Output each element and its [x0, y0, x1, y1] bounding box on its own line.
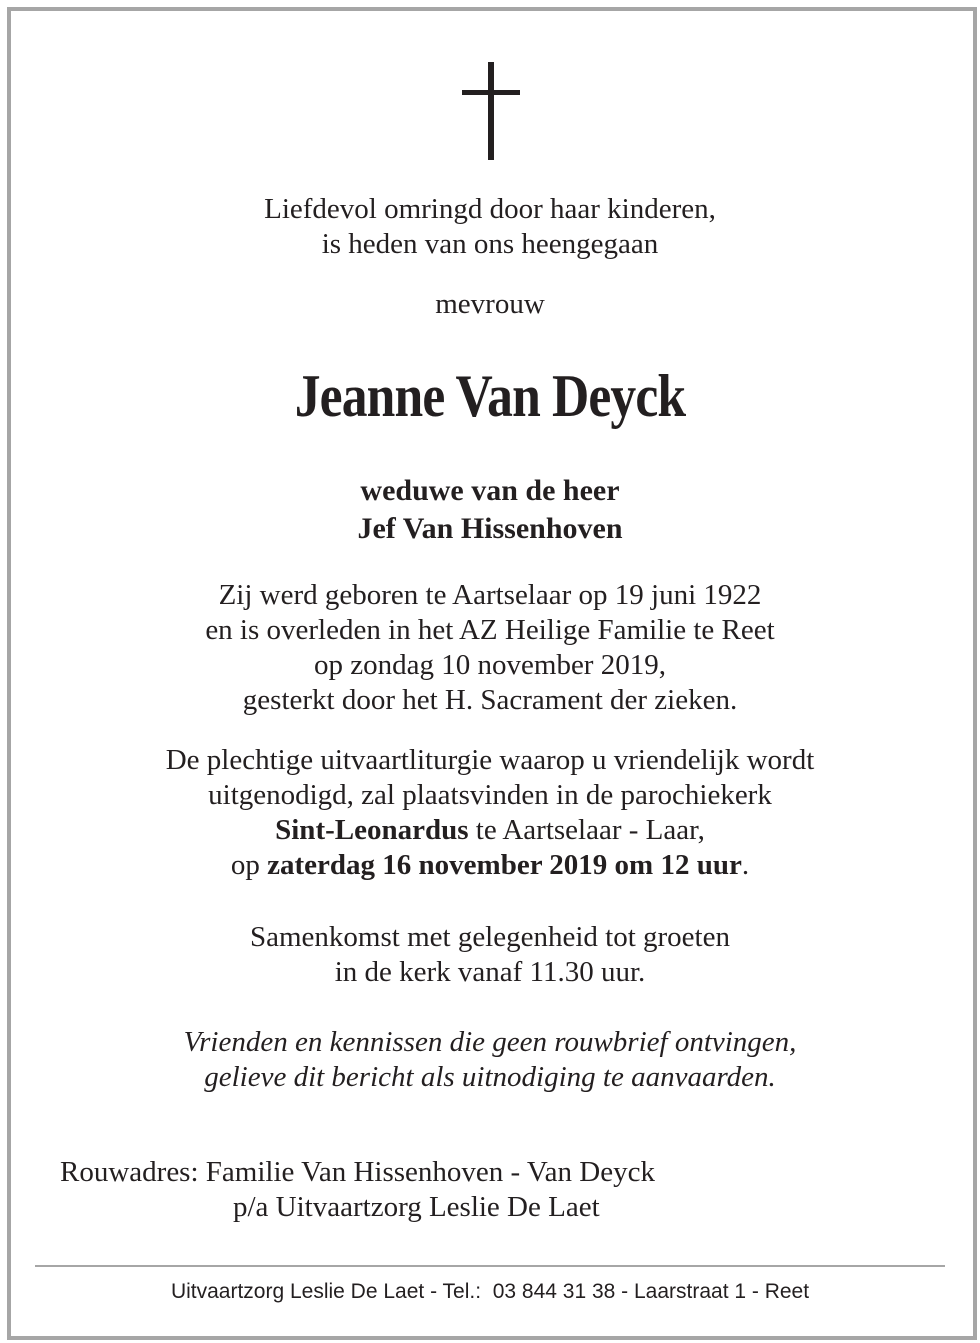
funeral-line-1: De plechtige uitvaartliturgie waarop u vriendelijk wordt — [165, 744, 815, 776]
gather-line-1: Samenkomst met gelegenheid tot groeten — [250, 921, 730, 953]
cross-icon — [462, 62, 520, 160]
born-line-4: gesterkt door het H. Sacrament der zieken. — [242, 684, 738, 716]
intro-line-2: is heden van ons heengegaan — [321, 228, 659, 260]
funeral-place: te Aartselaar - Laar, — [468, 814, 705, 846]
widow-text — [0, 472, 980, 548]
church-name: Sint-Leonardus — [275, 814, 469, 846]
born-line-1: Zij werd geboren te Aartselaar op 19 juni 1922 — [218, 579, 762, 611]
funeral-line-4 — [0, 848, 980, 883]
widow-line-1: weduwe van de heer — [360, 474, 620, 507]
funeral-suffix: . — [741, 849, 750, 881]
funeral-datetime: zaterdag 16 november 2019 om 12 uur — [267, 849, 742, 881]
footer-divider — [35, 1265, 945, 1267]
widow-line-2: Jef Van Hissenhoven — [357, 512, 623, 545]
address-line-2: p/a Uitvaartzorg Leslie De Laet — [233, 1191, 600, 1223]
born-line-2: en is overleden in het AZ Heilige Familie te Reet — [205, 614, 775, 646]
friends-line-2: gelieve dit bericht als uitnodiging te aanvaarden. — [204, 1061, 776, 1093]
intro-line-1: Liefdevol omringd door haar kinderen, — [264, 193, 716, 225]
funeral-line-2: uitgenodigd, zal plaatsvinden in de parochiekerk — [208, 779, 772, 811]
address-line-1: Rouwadres: Familie Van Hissenhoven - Van Deyck — [60, 1156, 655, 1188]
born-line-3: op zondag 10 november 2019, — [314, 649, 666, 681]
funeral-prefix: op — [230, 849, 268, 881]
friends-line-1: Vrienden en kennissen die geen rouwbrief ontvingen, — [183, 1026, 797, 1058]
footer-contact: Uitvaartzorg Leslie De Laet - Tel.: 03 844 31 38 - Laarstraat 1 - Reet — [170, 1280, 810, 1303]
mourning-address — [0, 1155, 980, 1225]
gather-line-2: in de kerk vanaf 11.30 uur. — [334, 956, 646, 988]
birth-death-text — [0, 578, 980, 718]
funeral-text — [0, 743, 980, 883]
friends-note — [0, 1025, 980, 1095]
deceased-name: Jeanne Van Deyck — [294, 363, 686, 429]
funeral-line-3 — [0, 813, 980, 848]
title-word: mevrouw — [435, 288, 545, 320]
intro-text — [0, 192, 980, 262]
gathering-text — [0, 920, 980, 990]
